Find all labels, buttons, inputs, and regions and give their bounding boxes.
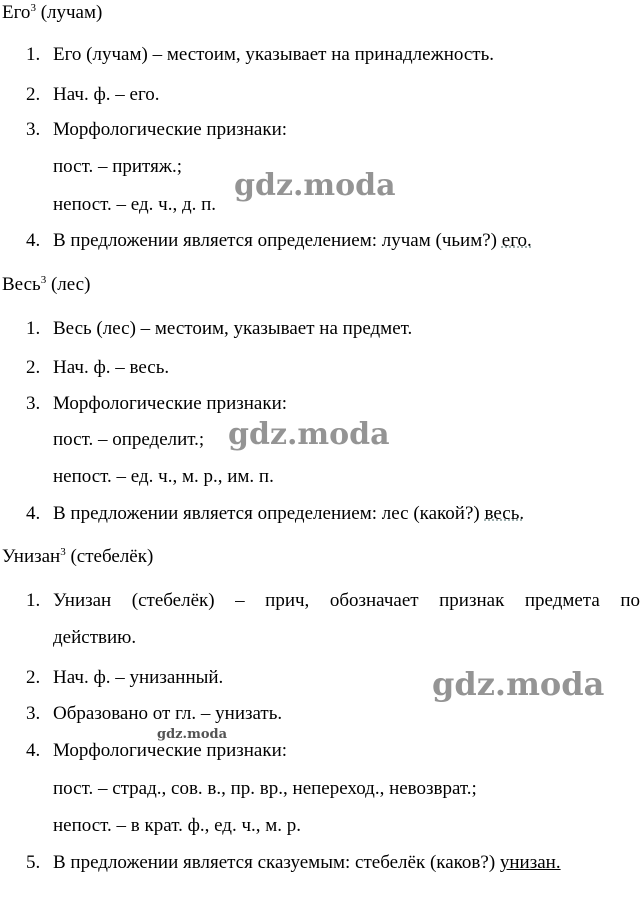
heading-word: Весь bbox=[2, 274, 41, 295]
item-number: 3. bbox=[26, 119, 41, 140]
heading-word: Его bbox=[2, 2, 31, 23]
item-number: 4. bbox=[26, 230, 41, 251]
heading-sup: 3 bbox=[30, 2, 36, 14]
item-number: 2. bbox=[26, 667, 41, 688]
item-text: Весь (лес) – местоим, указывает на предмет. bbox=[53, 318, 413, 339]
item-text: Образовано от гл. – унизать. bbox=[53, 703, 283, 724]
section-heading-unizan bbox=[2, 546, 153, 568]
item-text-main: В предложении является определением: лес (какой?) bbox=[53, 503, 480, 524]
item-text: Нач. ф. – весь. bbox=[53, 357, 170, 378]
watermark: gdz.moda bbox=[432, 665, 605, 703]
item-text bbox=[53, 852, 561, 874]
item-number: 1. bbox=[26, 590, 41, 611]
item-text: Нач. ф. – его. bbox=[53, 84, 160, 105]
watermark: gdz.moda bbox=[228, 417, 390, 452]
heading-context: (лучам) bbox=[40, 2, 103, 23]
item-text: Его (лучам) – местоим, указывает на принадлежность. bbox=[53, 44, 495, 65]
item-text-underlined: его. bbox=[501, 230, 532, 251]
section-heading-ego bbox=[2, 2, 102, 24]
item-number: 1. bbox=[26, 44, 41, 65]
item-text-underlined: весь. bbox=[484, 503, 525, 524]
heading-word: Унизан bbox=[2, 546, 61, 567]
item-number: 5. bbox=[26, 852, 41, 873]
item-number: 1. bbox=[26, 318, 41, 339]
heading-sup: 3 bbox=[40, 274, 47, 286]
section-heading-ves bbox=[2, 274, 90, 296]
item-number: 3. bbox=[26, 703, 41, 724]
item-text: пост. – притяж.; bbox=[53, 156, 182, 177]
item-number: 4. bbox=[26, 740, 41, 761]
item-text: Морфологические признаки: bbox=[53, 119, 288, 140]
item-text bbox=[53, 230, 532, 252]
item-text: Унизан (стебелёк) – прич, обозначает признак предмета по bbox=[53, 590, 640, 611]
heading-context: (стебелёк) bbox=[70, 546, 154, 567]
watermark: gdz.moda bbox=[157, 727, 228, 742]
heading-context: (лес) bbox=[50, 274, 91, 295]
item-text: непост. – в крат. ф., ед. ч., м. р. bbox=[53, 815, 302, 836]
watermark: gdz.moda bbox=[234, 168, 396, 203]
item-number: 2. bbox=[26, 357, 41, 378]
item-text: пост. – определит.; bbox=[53, 429, 205, 450]
item-text: Нач. ф. – унизанный. bbox=[53, 667, 224, 688]
item-text: пост. – страд., сов. в., пр. вр., непереход., невозврат.; bbox=[53, 778, 477, 799]
item-number: 4. bbox=[26, 503, 41, 524]
item-text-main: В предложении является определением: лучам (чьим?) bbox=[53, 230, 498, 251]
item-text bbox=[53, 503, 524, 525]
item-text: непост. – ед. ч., м. р., им. п. bbox=[53, 466, 274, 487]
item-text-underlined: унизан. bbox=[499, 852, 561, 873]
item-text: непост. – ед. ч., д. п. bbox=[53, 194, 217, 215]
item-text: Морфологические признаки: bbox=[53, 393, 288, 414]
item-number: 2. bbox=[26, 84, 41, 105]
item-text: действию. bbox=[53, 627, 137, 648]
heading-sup: 3 bbox=[60, 546, 66, 558]
item-text-main: В предложении является сказуемым: стебелёк (каков?) bbox=[53, 852, 496, 873]
item-text: Морфологические признаки: bbox=[53, 740, 288, 761]
item-number: 3. bbox=[26, 393, 41, 414]
